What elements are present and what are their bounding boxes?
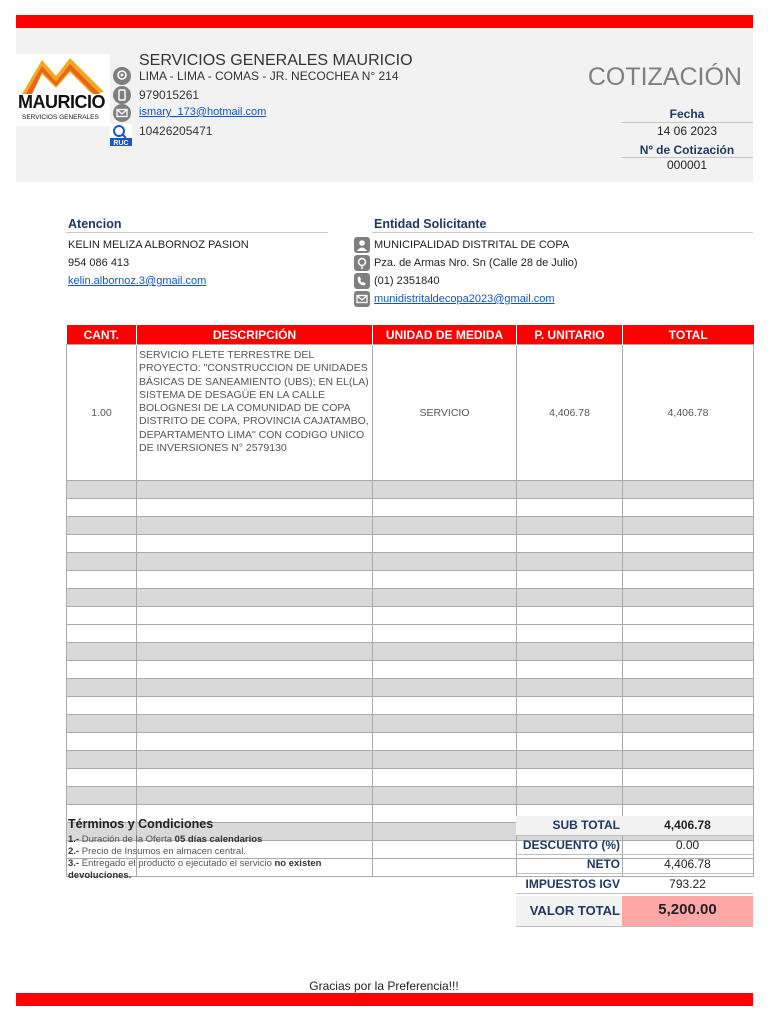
attention-title: Atencion [68, 217, 122, 231]
empty-cell [517, 661, 623, 679]
term-text: Duración de la Oferta [81, 834, 175, 845]
logo-word: MAURICIO [18, 92, 105, 112]
empty-cell [137, 715, 373, 733]
empty-cell [67, 481, 137, 499]
entity-title: Entidad Solicitante [374, 217, 487, 231]
empty-cell [373, 535, 517, 553]
empty-cell [623, 661, 754, 679]
empty-table-row [67, 769, 754, 787]
empty-cell [373, 571, 517, 589]
term-item-2 [68, 846, 246, 857]
entity-address: Pza. de Armas Nro. Sn (Calle 28 de Julio) [374, 257, 578, 269]
attention-phone: 954 086 413 [68, 257, 130, 269]
header-unit-price: P. UNITARIO [517, 325, 623, 345]
grand-total-label: VALOR TOTAL [529, 903, 620, 918]
empty-table-row [67, 607, 754, 625]
empty-cell [373, 661, 517, 679]
empty-cell [373, 787, 517, 805]
entity-phone: (01) 2351840 [374, 275, 440, 287]
term-text: Entregado el producto o ejecutado el servicio [81, 858, 275, 869]
empty-cell [373, 553, 517, 571]
empty-table-row [67, 661, 754, 679]
subtotal-label: SUB TOTAL [552, 818, 620, 832]
empty-cell [373, 679, 517, 697]
term-num: 3.- [68, 858, 80, 869]
header-unit: UNIDAD DE MEDIDA [373, 325, 517, 345]
company-email-link[interactable]: ismary_173@hotmail.com [139, 106, 267, 118]
term-text: Precio de Insumos en almacen central. [81, 846, 246, 857]
empty-cell [373, 697, 517, 715]
empty-cell [67, 517, 137, 535]
tax-value: 793.22 [669, 877, 706, 891]
empty-table-row [67, 481, 754, 499]
logo-subtitle: SERVICIOS GENERALES [22, 114, 99, 121]
items-table [66, 325, 754, 877]
row-total: 4,406.78 [623, 345, 754, 481]
empty-cell [517, 607, 623, 625]
empty-cell [623, 481, 754, 499]
tax-label: IMPUESTOS IGV [525, 877, 620, 891]
table-row [67, 345, 754, 481]
empty-cell [517, 481, 623, 499]
ruc-badge-icon [110, 124, 132, 146]
empty-cell [67, 769, 137, 787]
top-red-bar [16, 15, 753, 28]
empty-table-row [67, 589, 754, 607]
table-header-row [67, 325, 754, 345]
term-item-3 [68, 858, 348, 882]
empty-cell [373, 625, 517, 643]
empty-cell [67, 733, 137, 751]
empty-cell [67, 751, 137, 769]
phone-icon [113, 86, 131, 104]
email-icon [354, 291, 370, 307]
empty-cell [517, 499, 623, 517]
empty-cell [137, 553, 373, 571]
empty-cell [623, 607, 754, 625]
date-divider [621, 122, 753, 123]
empty-cell [137, 679, 373, 697]
date-label: Fecha [669, 107, 705, 121]
entity-name: MUNICIPALIDAD DISTRITAL DE COPA [374, 239, 570, 251]
empty-cell [373, 733, 517, 751]
empty-cell [623, 517, 754, 535]
empty-cell [373, 715, 517, 733]
phone-icon [354, 273, 370, 289]
empty-cell [623, 787, 754, 805]
empty-cell [623, 499, 754, 517]
location-pin-icon [113, 67, 131, 85]
empty-cell [373, 643, 517, 661]
discount-label: DESCUENTO (%) [522, 838, 620, 852]
empty-cell [67, 625, 137, 643]
empty-cell [623, 751, 754, 769]
empty-table-row [67, 643, 754, 661]
empty-cell [137, 751, 373, 769]
empty-cell [67, 697, 137, 715]
empty-cell [373, 751, 517, 769]
empty-cell [137, 499, 373, 517]
empty-cell [137, 517, 373, 535]
company-ruc: 10426205471 [139, 124, 213, 138]
empty-cell [67, 607, 137, 625]
document-title: COTIZACIÓN [587, 63, 742, 91]
empty-cell [67, 499, 137, 517]
company-logo [16, 54, 110, 126]
empty-table-row [67, 571, 754, 589]
ruc-badge-text: RUC [113, 140, 129, 146]
empty-cell [137, 589, 373, 607]
empty-cell [623, 553, 754, 571]
empty-cell [623, 643, 754, 661]
empty-cell [67, 679, 137, 697]
empty-cell [373, 589, 517, 607]
empty-table-row [67, 535, 754, 553]
net-value: 4,406.78 [664, 857, 711, 871]
empty-cell [517, 625, 623, 643]
terms-title: Términos y Condiciones [68, 817, 214, 831]
empty-cell [137, 697, 373, 715]
empty-table-row [67, 499, 754, 517]
totals-divider [516, 835, 753, 836]
empty-cell [373, 517, 517, 535]
empty-table-row [67, 517, 754, 535]
term-num: 2.- [68, 846, 80, 857]
empty-cell [373, 499, 517, 517]
row-qty: 1.00 [67, 345, 137, 481]
empty-cell [517, 589, 623, 607]
empty-cell [67, 571, 137, 589]
row-unit: SERVICIO [373, 345, 517, 481]
empty-cell [623, 589, 754, 607]
totals-divider [516, 854, 753, 855]
discount-value: 0.00 [675, 838, 700, 852]
empty-cell [373, 823, 517, 841]
empty-cell [517, 769, 623, 787]
empty-cell [137, 535, 373, 553]
company-name: SERVICIOS GENERALES MAURICIO [139, 52, 413, 69]
quote-number-value: 000001 [666, 158, 708, 172]
email-icon [113, 104, 131, 122]
empty-cell [67, 553, 137, 571]
empty-cell [137, 643, 373, 661]
empty-cell [517, 787, 623, 805]
quote-number-label: Nº de Cotización [639, 143, 735, 157]
thanks-message: Gracias por la Preferencia!!! [309, 979, 459, 993]
empty-cell [67, 715, 137, 733]
empty-cell [137, 787, 373, 805]
empty-cell [137, 769, 373, 787]
empty-cell [517, 697, 623, 715]
empty-cell [137, 625, 373, 643]
totals-divider [516, 926, 753, 927]
empty-cell [67, 643, 137, 661]
empty-table-row [67, 715, 754, 733]
attention-email-link[interactable]: kelin.albornoz.3@gmail.com [68, 275, 207, 287]
empty-table-row [67, 787, 754, 805]
term-item-1 [68, 834, 262, 845]
empty-cell [517, 643, 623, 661]
empty-table-row [67, 697, 754, 715]
empty-table-row [67, 625, 754, 643]
empty-cell [67, 787, 137, 805]
attention-name: KELIN MELIZA ALBORNOZ PASION [68, 239, 249, 251]
term-bold: 05 días calendarios [174, 834, 263, 845]
empty-cell [373, 859, 517, 877]
empty-cell [517, 571, 623, 589]
row-unit-price: 4,406.78 [517, 345, 623, 481]
empty-cell [623, 715, 754, 733]
location-pin-icon [354, 255, 370, 271]
empty-table-row [67, 733, 754, 751]
term-bold: no existen devoluciones. [68, 858, 322, 881]
company-phone: 979015261 [139, 88, 200, 102]
date-value: 14 06 2023 [656, 124, 718, 138]
empty-table-row [67, 553, 754, 571]
empty-cell [517, 733, 623, 751]
empty-cell [517, 553, 623, 571]
empty-cell [137, 661, 373, 679]
empty-cell [517, 517, 623, 535]
totals-divider [516, 893, 753, 894]
entity-divider [372, 232, 753, 233]
row-description: SERVICIO FLETE TERRESTRE DEL PROYECTO: "CONSTRUCCION DE UNIDADES BÁSICAS DE SANEAMIENTO (UBS); EN EL(LA) SISTEMA DE DESAGÜE EN LA CALLE BOLOGNESI DE LA COMUNIDAD DE COPA DISTRITO DE COPA, PROVINCIA CAJATAMBO, DEPARTAMENTO LIMA" CON CODIGO UNICO DE INVERSIONES N° 2579130 [137, 345, 373, 481]
empty-cell [67, 535, 137, 553]
net-label: NETO [586, 857, 620, 871]
attention-divider [66, 232, 328, 233]
empty-cell [137, 571, 373, 589]
empty-cell [623, 697, 754, 715]
empty-cell [373, 805, 517, 823]
empty-cell [517, 751, 623, 769]
empty-cell [137, 481, 373, 499]
empty-cell [623, 733, 754, 751]
empty-cell [67, 661, 137, 679]
empty-cell [137, 607, 373, 625]
empty-cell [373, 769, 517, 787]
empty-cell [517, 679, 623, 697]
user-icon [354, 237, 370, 253]
empty-cell [373, 607, 517, 625]
header-total: TOTAL [623, 325, 754, 345]
empty-cell [623, 535, 754, 553]
empty-table-row [67, 679, 754, 697]
term-num: 1.- [68, 834, 80, 845]
empty-cell [137, 733, 373, 751]
empty-cell [623, 679, 754, 697]
company-address: LIMA - LIMA - COMAS - JR. NECOCHEA N° 214 [139, 69, 399, 83]
empty-cell [623, 571, 754, 589]
bottom-red-bar [16, 993, 753, 1006]
header-description: DESCRIPCIÓN [137, 325, 373, 345]
header-cant: CANT. [67, 325, 137, 345]
empty-cell [623, 625, 754, 643]
empty-cell [517, 715, 623, 733]
totals-divider [516, 873, 753, 874]
entity-email-link[interactable]: munidistritaldecopa2023@gmail.com [374, 293, 555, 305]
grand-total-value: 5,200.00 [658, 901, 717, 918]
empty-cell [373, 841, 517, 859]
empty-cell [67, 589, 137, 607]
empty-cell [623, 769, 754, 787]
empty-cell [373, 481, 517, 499]
empty-cell [517, 535, 623, 553]
empty-table-row [67, 751, 754, 769]
subtotal-value: 4,406.78 [664, 818, 711, 832]
